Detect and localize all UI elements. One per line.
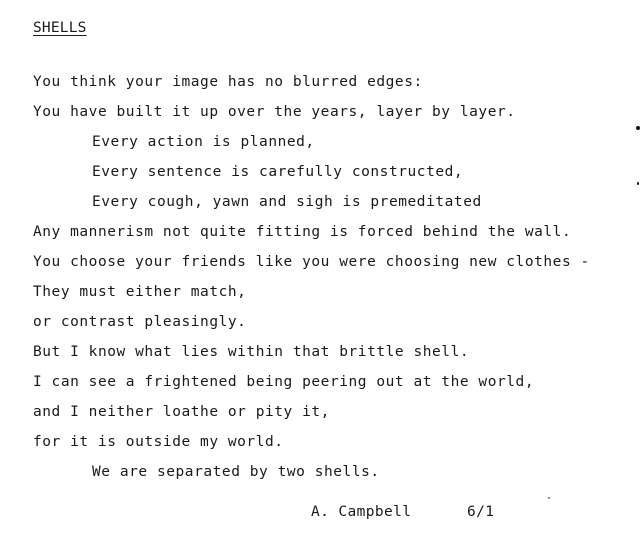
poem-line-7: You choose your friends like you were choosing new clothes - bbox=[33, 254, 590, 270]
poem-line-6: Any mannerism not quite fitting is forced behind the wall. bbox=[33, 224, 572, 240]
poem-line-8: They must either match, bbox=[33, 284, 247, 300]
poem-title: SHELLS bbox=[33, 20, 87, 36]
poem-line-4: Every sentence is carefully constructed, bbox=[92, 164, 464, 180]
page-number: 6/1 bbox=[467, 504, 495, 520]
ink-speck bbox=[637, 182, 639, 185]
poem-line-10: But I know what lies within that brittle shell. bbox=[33, 344, 470, 360]
poem-line-3: Every action is planned, bbox=[92, 134, 315, 150]
poem-line-2: You have built it up over the years, layer by layer. bbox=[33, 104, 516, 120]
poem-line-5: Every cough, yawn and sigh is premeditated bbox=[92, 194, 482, 210]
poem-line-13: for it is outside my world. bbox=[33, 434, 284, 450]
poem-line-12: and I neither loathe or pity it, bbox=[33, 404, 330, 420]
poem-line-1: You think your image has no blurred edges: bbox=[33, 74, 423, 90]
poem-line-11: I can see a frightened being peering out at the world, bbox=[33, 374, 535, 390]
author-signature: A. Campbell bbox=[311, 504, 412, 520]
poem-line-14: We are separated by two shells. bbox=[92, 464, 380, 480]
ink-speck bbox=[548, 497, 550, 499]
poem-line-9: or contrast pleasingly. bbox=[33, 314, 247, 330]
ink-speck bbox=[636, 126, 640, 130]
